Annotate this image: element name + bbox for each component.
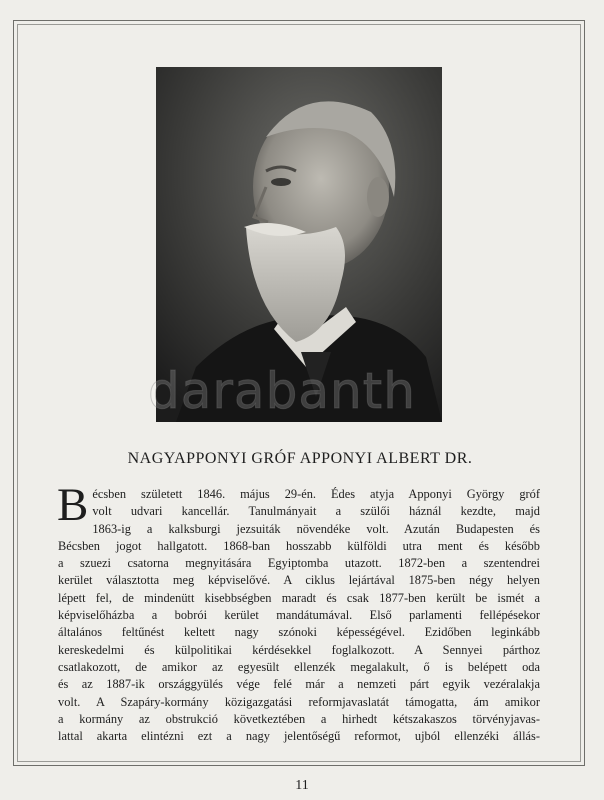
text-line: lépett fel, de mindenütt kisebbségben maradt és csak 1877-ben került be ismét a	[58, 590, 540, 605]
page-number: 11	[295, 778, 309, 793]
text-line: volt udvari kancellár. Tanulmányait a szülői háznál kezdte, majd	[92, 504, 540, 519]
text-line: a szuezi csatorna megnyitására Egyiptomba utazott. 1872-ben a szentendrei	[58, 556, 540, 571]
text-line: kereskedelmi és külpolitikai kérdésekkel foglalkozott. A Sennyei párthoz	[58, 642, 540, 657]
portrait-photo-icon	[156, 67, 442, 422]
text-line: Bécsben jogot hallgatott. 1868-ban hosszabb külföldi utra ment és később	[58, 538, 540, 553]
text-line: és az 1887-ik országgyülés vége felé már a nemzeti párt egyik vezéralakja	[58, 677, 540, 692]
page-title: NAGYAPPONYI GRÓF APPONYI ALBERT DR.	[127, 450, 473, 467]
drop-cap: B	[57, 479, 89, 531]
text-line: volt. A Szapáry-kormány közigazgatási reformjavaslatát támogatta, ám amikor	[58, 694, 540, 709]
text-line: csatlakozott, de amikor az egyesült ellenzék megalakult, ő is belépett oda	[58, 659, 540, 674]
text-line: écsben született 1846. május 29-én. Édes atyja Apponyi György gróf	[92, 487, 540, 501]
text-line: kerület választotta meg képviselővé. A ciklus lejártával 1875-ben négy helyen	[58, 573, 540, 588]
text-line: lattal akarta elintézni ezt a nagy jelentőségű reformot, ujból ellenzéki állás-	[58, 729, 540, 744]
text-line: általános feltűnést keltett nagy szónoki képességével. Ezidőben leginkább	[58, 625, 540, 640]
text-line: a kormány az obstrukció következtében a hirhedt kétszakaszos törvényjavas-	[58, 711, 540, 726]
text-line: képviselőházba a bobrói kerület mandátumával. Első parlamenti fellépésekor	[58, 608, 540, 623]
portrait-photo	[156, 67, 442, 422]
biography-text	[57, 479, 540, 745]
text-line: 1863-ig a kalksburgi jezsuiták növendéke volt. Azután Budapesten és	[92, 521, 540, 536]
